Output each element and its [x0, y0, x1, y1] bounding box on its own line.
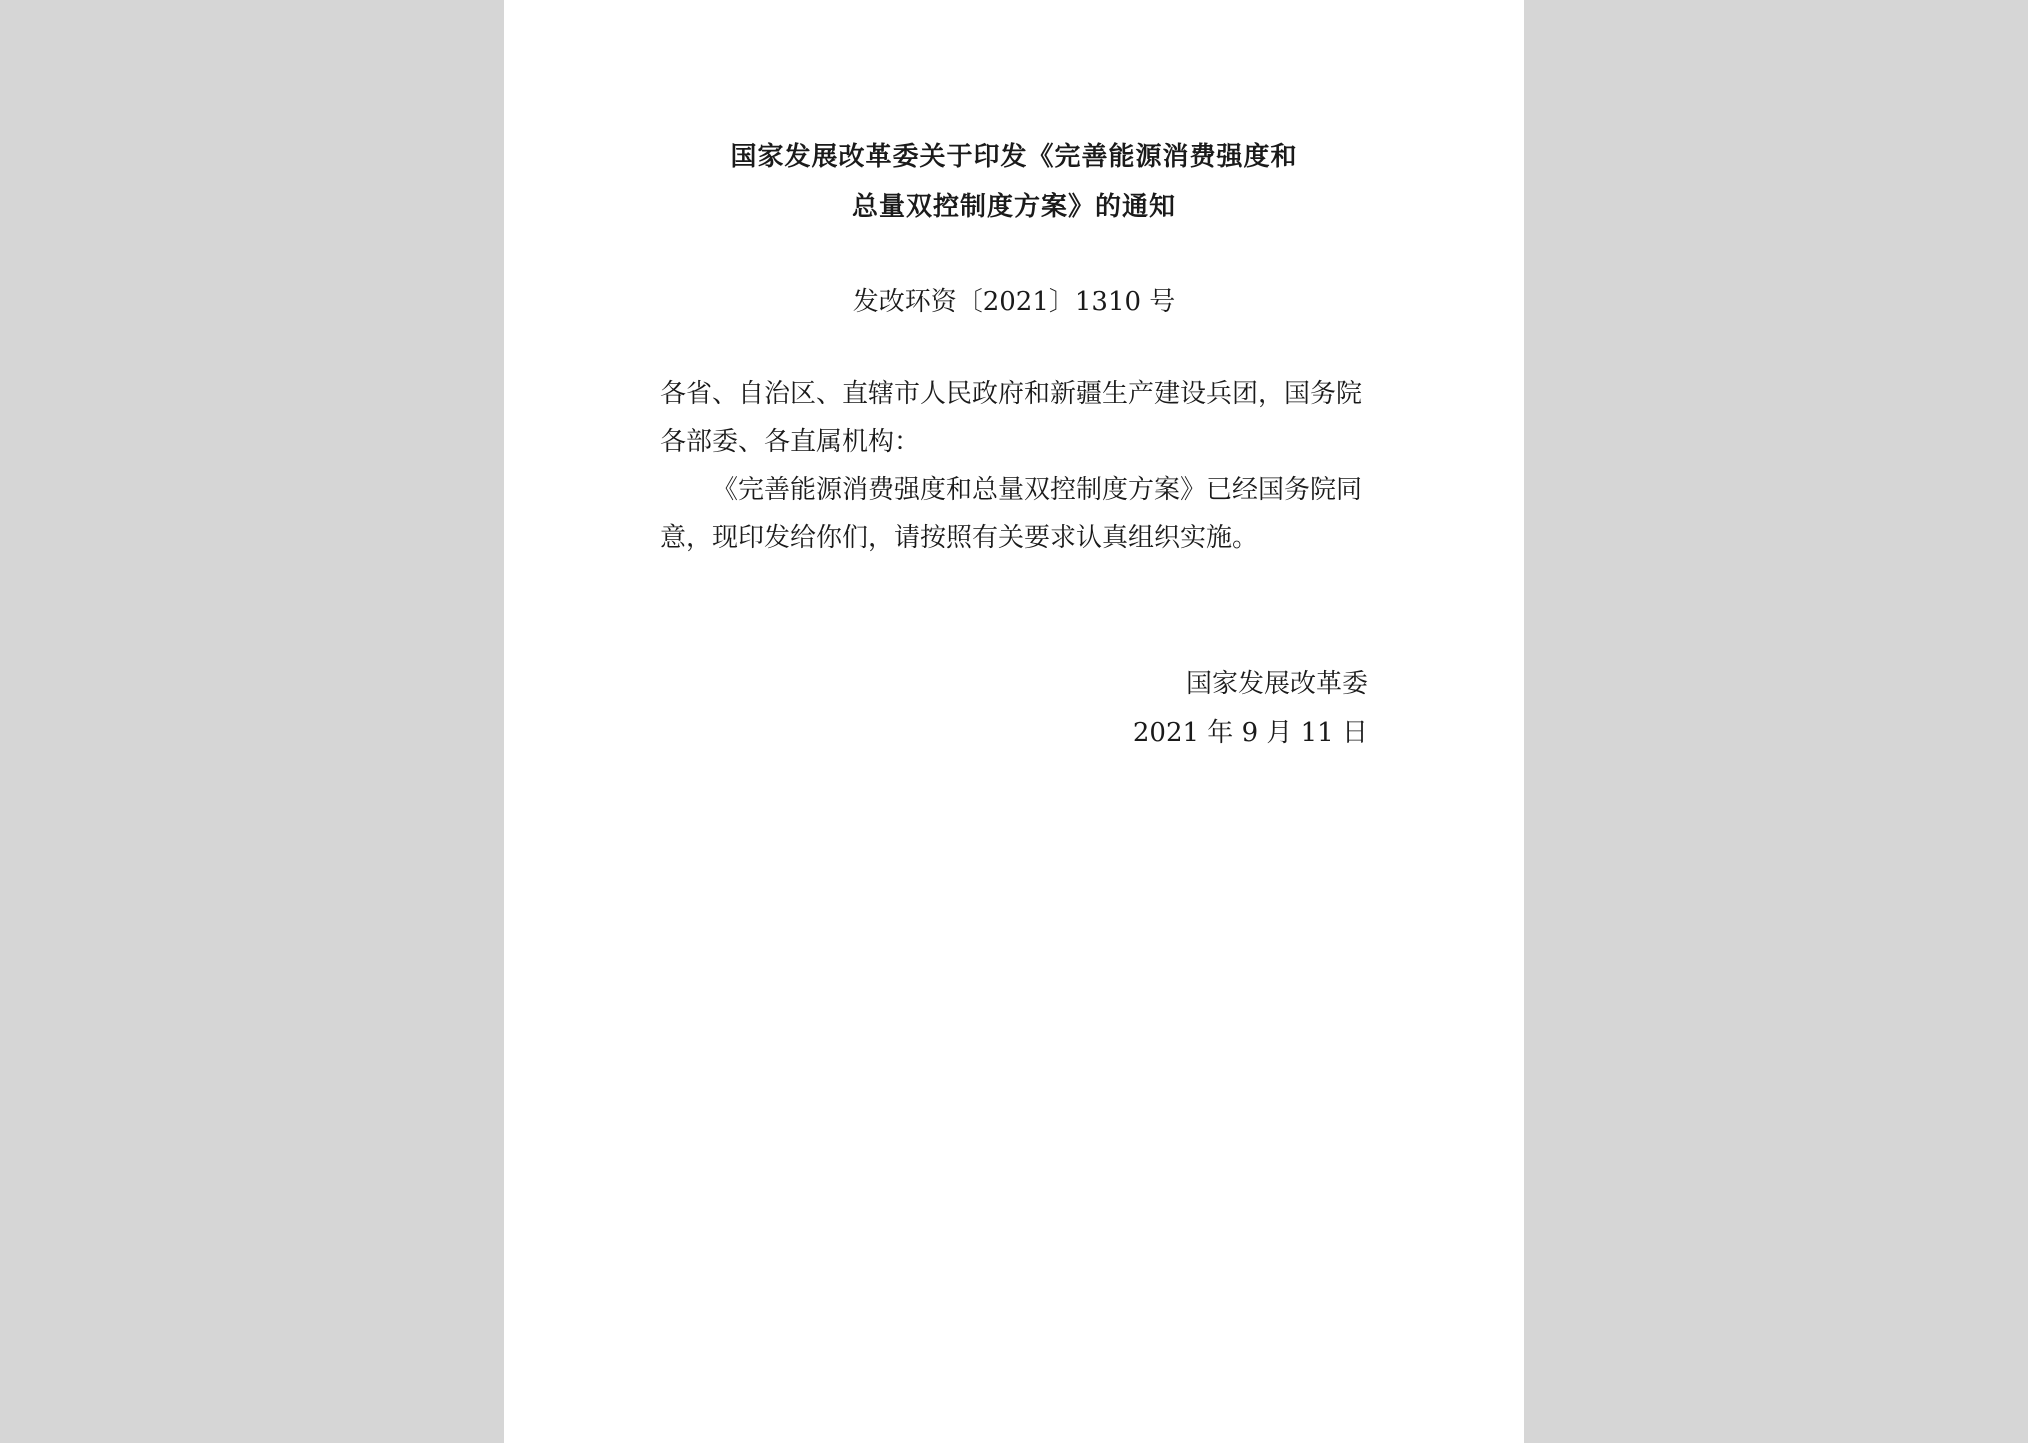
document-title-line-2: 总量双控制度方案》的通知	[851, 192, 1176, 222]
recipients: 各省、自治区、直辖市人民政府和新疆生产建设兵团，国务院各部委、各直属机构：	[660, 379, 1363, 457]
signature-date: 2021 年 9 月 11 日	[1132, 718, 1368, 748]
document-number: 发改环资〔2021〕1310 号	[852, 287, 1176, 317]
document-page	[504, 0, 1524, 1443]
document-title-line-1: 国家发展改革委关于印发《完善能源消费强度和	[730, 142, 1298, 172]
signature-organization: 国家发展改革委	[1185, 669, 1368, 699]
body-paragraph: 《完善能源消费强度和总量双控制度方案》已经国务院同意，现印发给你们，请按照有关要求认真组织实施。	[660, 475, 1363, 553]
